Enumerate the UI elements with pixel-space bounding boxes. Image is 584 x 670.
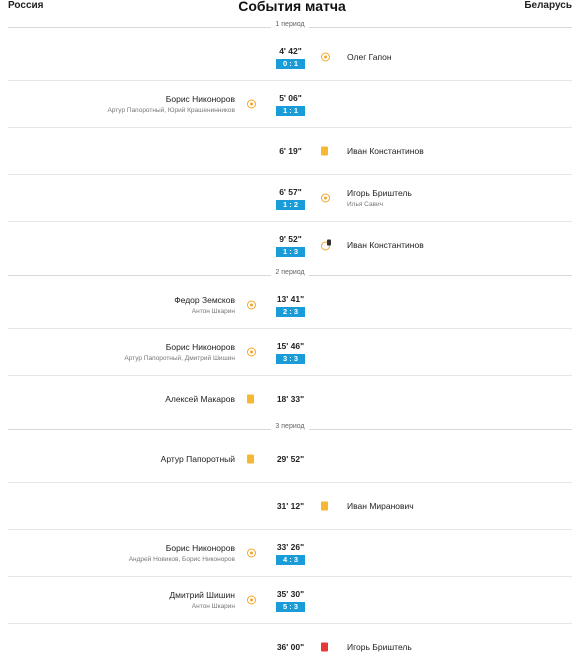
player-name[interactable]: Игорь Бриштель xyxy=(347,641,412,652)
event-time-block xyxy=(274,577,307,623)
score-badge: 3 : 3 xyxy=(276,354,305,364)
period-divider xyxy=(8,422,572,436)
event-icon-wrap xyxy=(247,395,254,404)
home-team-name[interactable]: Россия xyxy=(8,0,44,11)
assist-names: Илья Савич xyxy=(347,200,384,208)
event-icon-wrap xyxy=(321,53,330,62)
event-time: 36' 00" xyxy=(276,641,305,652)
event-row xyxy=(8,376,572,422)
event-row xyxy=(8,483,572,530)
score-badge: 2 : 3 xyxy=(276,307,305,317)
player-name[interactable]: Артур Папоротный xyxy=(160,453,235,464)
period-label: 3 период xyxy=(271,423,308,430)
event-row xyxy=(8,436,572,483)
event-player-block xyxy=(347,175,412,221)
player-name[interactable]: Иван Константинов xyxy=(347,145,424,156)
event-row xyxy=(8,530,572,577)
event-player-block xyxy=(129,530,235,576)
event-time: 35' 30" xyxy=(276,588,305,599)
event-time: 33' 26" xyxy=(276,541,305,552)
goal-icon xyxy=(321,194,330,203)
event-icon-wrap xyxy=(247,455,254,464)
period-label: 1 период xyxy=(271,21,308,28)
event-time-block xyxy=(274,128,307,174)
event-icon-wrap xyxy=(247,301,256,310)
event-player-block xyxy=(165,376,235,422)
score-badge: 0 : 1 xyxy=(276,59,305,69)
event-time: 31' 12" xyxy=(276,500,305,511)
match-header xyxy=(0,0,584,14)
assist-names: Андрей Новиков, Борис Никоноров xyxy=(128,555,235,563)
event-icon-wrap xyxy=(247,549,256,558)
player-name[interactable]: Федор Земсков xyxy=(174,294,235,305)
assist-names: Артур Папоротный, Юрий Крашенинников xyxy=(107,106,235,114)
away-team-name[interactable]: Беларусь xyxy=(524,0,572,11)
event-time: 15' 46" xyxy=(276,340,305,351)
event-icon-wrap xyxy=(321,147,328,156)
event-time: 6' 57" xyxy=(279,186,302,197)
event-row xyxy=(8,577,572,624)
yellow-card-icon xyxy=(321,147,328,156)
yellow-card-icon xyxy=(321,502,328,511)
goal-icon xyxy=(247,348,256,357)
event-player-block xyxy=(347,34,392,80)
event-time-block xyxy=(274,282,307,328)
event-time: 6' 19" xyxy=(279,145,302,156)
event-icon-wrap xyxy=(321,643,328,652)
event-player-block xyxy=(347,483,414,529)
event-time-block xyxy=(274,222,307,268)
event-time-block xyxy=(274,436,307,482)
event-row xyxy=(8,282,572,329)
event-player-block xyxy=(161,436,235,482)
yellow-card-icon xyxy=(247,455,254,464)
event-icon-wrap xyxy=(321,240,332,251)
yellow-card-icon xyxy=(247,395,254,404)
event-icon-wrap xyxy=(247,348,256,357)
event-time-block xyxy=(274,175,307,221)
event-row xyxy=(8,329,572,376)
event-player-block xyxy=(174,282,235,328)
event-time-block xyxy=(274,624,307,670)
page-title: События матча xyxy=(238,0,346,14)
shootout-goal-icon xyxy=(321,240,332,251)
event-row xyxy=(8,128,572,175)
event-icon-wrap xyxy=(247,596,256,605)
event-player-block xyxy=(347,222,424,268)
event-time: 4' 42" xyxy=(279,45,302,56)
event-row xyxy=(8,222,572,268)
player-name[interactable]: Дмитрий Шишин xyxy=(169,589,235,600)
player-name[interactable]: Игорь Бриштель xyxy=(347,187,412,198)
event-time-block xyxy=(274,329,307,375)
red-card-icon xyxy=(321,643,328,652)
event-time-block xyxy=(274,34,307,80)
event-row xyxy=(8,624,572,670)
event-icon-wrap xyxy=(321,194,330,203)
player-name[interactable]: Борис Никоноров xyxy=(165,341,235,352)
period-divider xyxy=(8,268,572,282)
goal-icon xyxy=(247,549,256,558)
assist-names: Антон Шкарин xyxy=(191,307,235,315)
match-events-list xyxy=(8,20,572,670)
player-name[interactable]: Алексей Макаров xyxy=(165,393,235,404)
event-time: 9' 52" xyxy=(279,233,302,244)
event-icon-wrap xyxy=(247,100,256,109)
event-row xyxy=(8,175,572,222)
assist-names: Антон Шкарин xyxy=(191,602,235,610)
event-time-block xyxy=(274,376,307,422)
score-badge: 1 : 3 xyxy=(276,247,305,257)
player-name[interactable]: Иван Константинов xyxy=(347,239,424,250)
period-divider xyxy=(8,20,572,34)
goal-icon xyxy=(247,596,256,605)
goal-icon xyxy=(247,301,256,310)
event-time-block xyxy=(274,81,307,127)
score-badge: 4 : 3 xyxy=(276,555,305,565)
event-player-block xyxy=(107,81,235,127)
event-time: 13' 41" xyxy=(276,293,305,304)
goal-icon xyxy=(247,100,256,109)
player-name[interactable]: Иван Миранович xyxy=(347,500,414,511)
player-name[interactable]: Олег Гапон xyxy=(347,51,392,62)
event-player-block xyxy=(347,128,424,174)
score-badge: 1 : 1 xyxy=(276,106,305,116)
player-name[interactable]: Борис Никоноров xyxy=(165,542,235,553)
event-time: 5' 06" xyxy=(279,92,302,103)
player-name[interactable]: Борис Никоноров xyxy=(165,93,235,104)
event-player-block xyxy=(124,329,235,375)
event-time-block xyxy=(274,530,307,576)
goal-icon xyxy=(321,53,330,62)
event-time: 29' 52" xyxy=(276,453,305,464)
assist-names: Артур Папоротный, Дмитрий Шишин xyxy=(124,354,235,362)
period-label: 2 период xyxy=(271,269,308,276)
event-row xyxy=(8,34,572,81)
event-row xyxy=(8,81,572,128)
event-time: 18' 33" xyxy=(276,393,305,404)
score-badge: 1 : 2 xyxy=(276,200,305,210)
event-icon-wrap xyxy=(321,502,328,511)
event-player-block xyxy=(347,624,412,670)
score-badge: 5 : 3 xyxy=(276,602,305,612)
event-time-block xyxy=(274,483,307,529)
event-player-block xyxy=(169,577,235,623)
